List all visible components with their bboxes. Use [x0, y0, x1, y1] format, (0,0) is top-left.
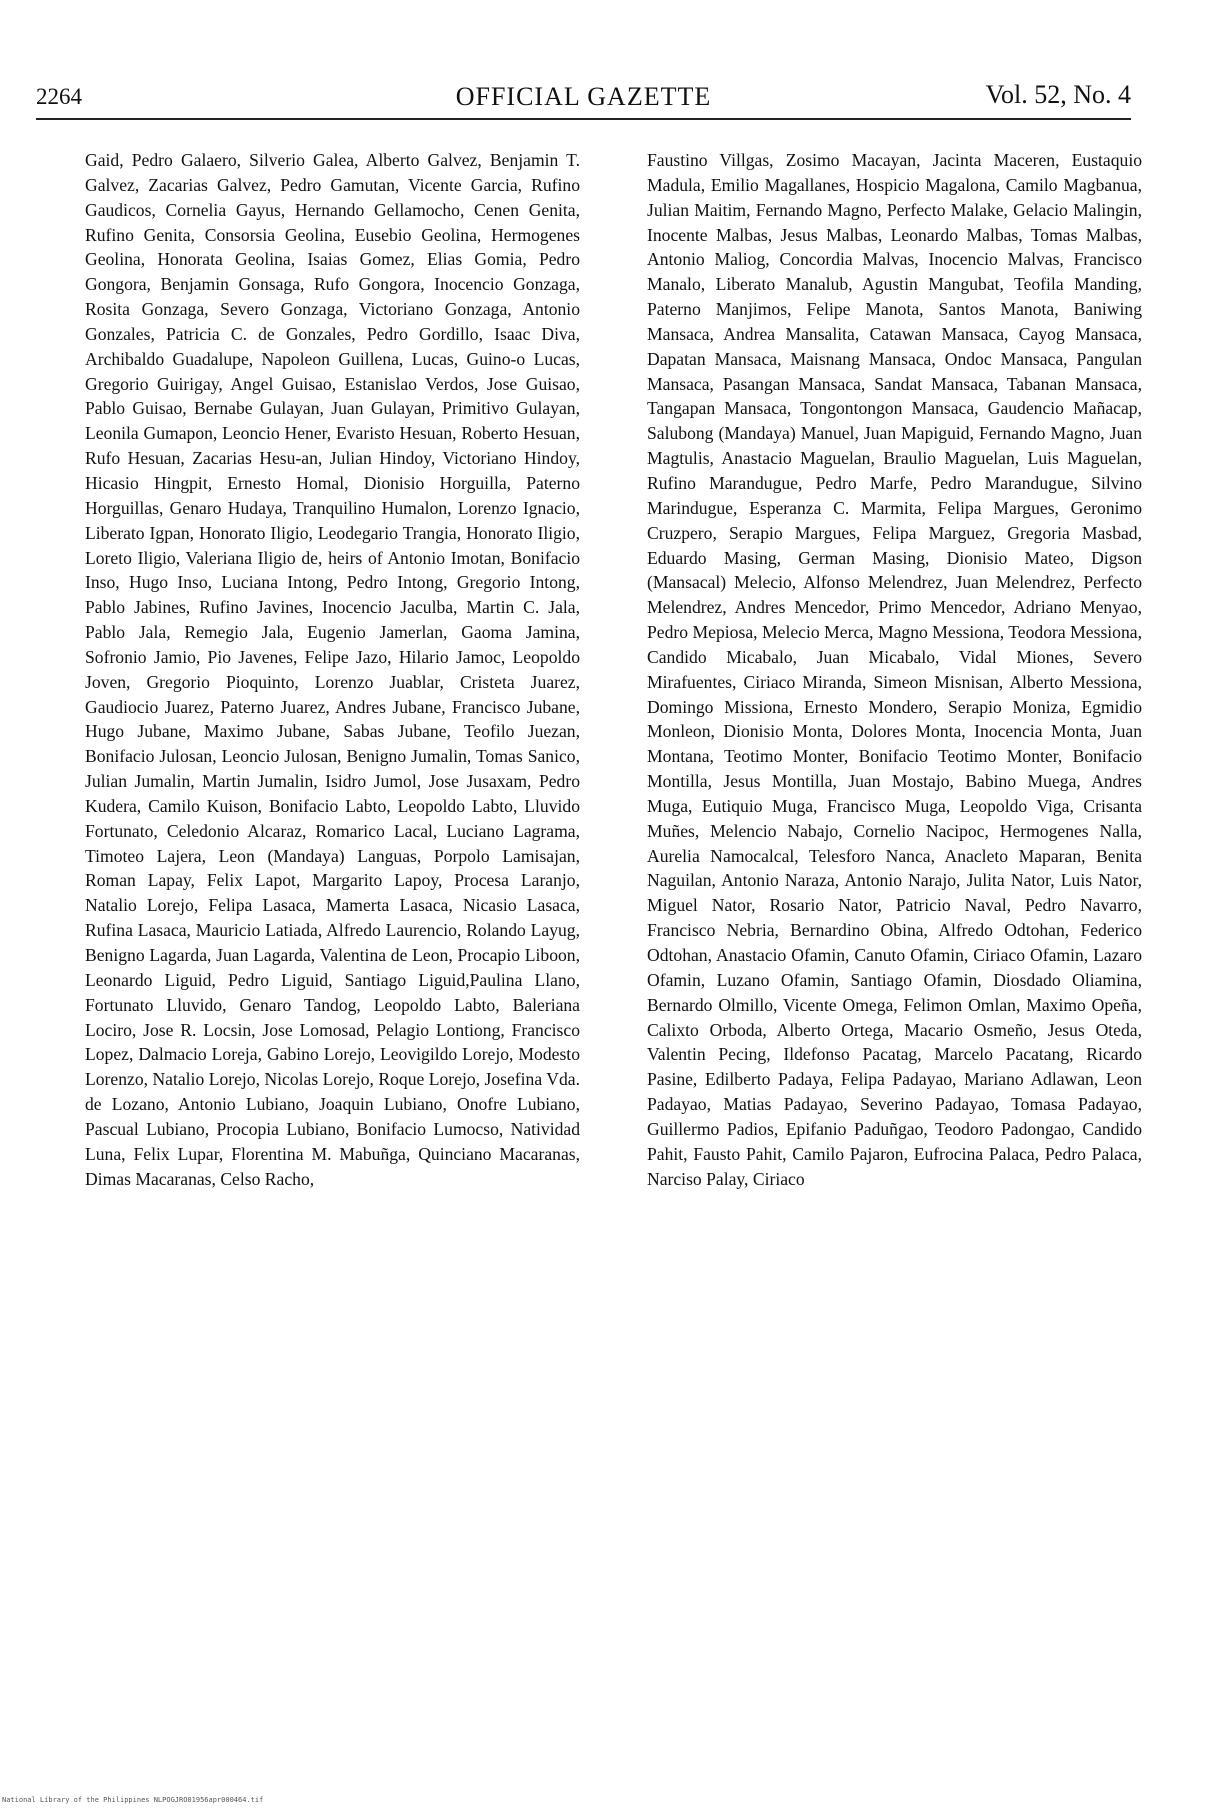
page-number: 2264: [36, 84, 82, 109]
scan-footer-note: National Library of the Philippines NLPOGJRO01956apr000464.tif: [2, 1796, 264, 1804]
header-rule: [36, 118, 1131, 120]
left-column-text: Gaid, Pedro Galaero, Silverio Galea, Alberto Galvez, Benjamin T. Galvez, Zacarias Galvez, Pedro Gamutan, Vicente Garcia, Rufino Gaudicos, Cornelia Gayus, Hernando Gellamocho, Cenen Genita, Rufino Genita, Consorsia Geolina, Eusebio Geolina, Hermogenes Geolina, Honorata Geolina, Isaias Gomez, Elias Gomia, Pedro Gongora, Benjamin Gonsaga, Rufo Gongora, Inocencio Gonzaga, Rosita Gonzaga, Severo Gonzaga, Victoriano Gonzaga, Antonio Gonzales, Patricia C. de Gonzales, Pedro Gordillo, Isaac Diva, Archibaldo Guadalupe, Napoleon Guillena, Lucas, Guino-o Lucas, Gregorio Guirigay, Angel Guisao, Estanislao Verdos, Jose Guisao, Pablo Guisao, Bernabe Gulayan, Juan Gulayan, Primitivo Gulayan, Leonila Gumapon, Leoncio Hener, Evaristo Hesuan, Roberto Hesuan, Rufo Hesuan, Zacarias Hesu-an, Julian Hindoy, Victoriano Hindoy, Hicasio Hingpit, Ernesto Homal, Dionisio Horguilla, Paterno Horguillas, Genaro Hudaya, Tranquilino Humalon, Lorenzo Ignacio, Liberato Igpan, Honorato Iligio, Leodegario Trangia, Honorato Iligio, Loreto Iligio, Valeriana Iligio de, heirs of Antonio Imotan, Bonifacio Inso, Hugo Inso, Luciana Intong, Pedro Intong, Gregorio Intong, Pablo Jabines, Rufino Javines, Inocencio Jaculba, Martin C. Jala, Pablo Jala, Remegio Jala, Eugenio Jamerlan, Gaoma Jamina, Sofronio Jamio, Pio Javenes, Felipe Jazo, Hilario Jamoc, Leopoldo Joven, Gregorio Pioquinto, Lorenzo Juablar, Cristeta Juarez, Gaudiocio Juarez, Paterno Juarez, Andres Jubane, Francisco Jubane, Hugo Jubane, Maximo Jubane, Sabas Jubane, Teofilo Juezan, Bonifacio Julosan, Leoncio Julosan, Benigno Jumalin, Tomas Sanico, Julian Jumalin, Martin Jumalin, Isidro Jumol, Jose Jusaxam, Pedro Kudera, Camilo Kuison, Bonifacio Labto, Leopoldo Labto, Lluvido Fortunato, Celedonio Alcaraz, Romarico Lacal, Luciano Lagrama, Timoteo Lajera, Leon (Mandaya) Languas, Porpolo Lamisajan, Roman Lapay, Felix Lapot, Margarito Lapoy, Procesa Laranjo, Natalio Lorejo, Felipa Lasaca, Mamerta Lasaca, Nicasio Lasaca, Rufina Lasaca, Mauricio Latiada, Alfredo Laurencio, Rolando Layug, Benigno Lagarda, Juan Lagarda, Valentina de Leon, Procapio Liboon, Leonardo Liguid, Pedro Liguid, Santiago Liguid,Paulina Llano, Fortunato Lluvido, Genaro Tandog, Leopoldo Labto, Baleriana Lociro, Jose R. Locsin, Jose Lomosad, Pelagio Lontiong, Francisco Lopez, Dalmacio Loreja, Gabino Lorejo, Leovigildo Lorejo, Modesto Lorenzo, Natalio Lorejo, Nicolas Lorejo, Roque Lorejo, Josefina Vda. de Lozano, Antonio Lubiano, Joaquin Lubiano, Onofre Lubiano, Pascual Lubiano, Procopia Lubiano, Bonifacio Lumocso, Natividad Luna, Felix Lupar, Florentina M. Mabuñga, Quinciano Macaranas, Dimas Macaranas, Celso Racho,: [85, 150, 580, 1189]
right-column-text: Faustino Villgas, Zosimo Macayan, Jacinta Maceren, Eustaquio Madula, Emilio Magallanes, Hospicio Magalona, Camilo Magbanua, Julian Maitim, Fernando Magno, Perfecto Malake, Gelacio Malingin, Inocente Malbas, Jesus Malbas, Leonardo Malbas, Tomas Malbas, Antonio Maliog, Concordia Malvas, Inocencio Malvas, Francisco Manalo, Liberato Manalub, Agustin Mangubat, Teofila Manding, Paterno Manjimos, Felipe Manota, Santos Manota, Baniwing Mansaca, Andrea Mansalita, Catawan Mansaca, Cayog Mansaca, Dapatan Mansaca, Maisnang Mansaca, Ondoc Mansaca, Pangulan Mansaca, Pasangan Mansaca, Sandat Mansaca, Tabanan Mansaca, Tangapan Mansaca, Tongontongon Mansaca, Gaudencio Mañacap, Salubong (Mandaya) Manuel, Juan Mapiguid, Fernando Magno, Juan Magtulis, Anastacio Maguelan, Braulio Maguelan, Luis Maguelan, Rufino Marandugue, Pedro Marfe, Pedro Marandugue, Silvino Marindugue, Esperanza C. Marmita, Felipa Margues, Geronimo Cruzpero, Serapio Margues, Felipa Marguez, Gregoria Masbad, Eduardo Masing, German Masing, Dionisio Mateo, Digson (Mansacal) Melecio, Alfonso Melendrez, Juan Melendrez, Perfecto Melendrez, Andres Mencedor, Primo Mencedor, Adriano Menyao, Pedro Mepiosa, Melecio Merca, Magno Messiona, Teodora Messiona, Candido Micabalo, Juan Micabalo, Vidal Miones, Severo Mirafuentes, Ciriaco Miranda, Simeon Misnisan, Alberto Messiona, Domingo Missiona, Ernesto Mondero, Serapio Moniza, Egmidio Monleon, Dionisio Monta, Dolores Monta, Inocencia Monta, Juan Montana, Teotimo Monter, Bonifacio Teotimo Monter, Bonifacio Montilla, Jesus Montilla, Juan Mostajo, Babino Muega, Andres Muga, Eutiquio Muga, Francisco Muga, Leopoldo Viga, Crisanta Muñes, Melencio Nabajo, Cornelio Nacipoc, Hermogenes Nalla, Aurelia Namocalcal, Telesforo Nanca, Anacleto Maparan, Benita Naguilan, Antonio Naraza, Antonio Narajo, Julita Nator, Luis Nator, Miguel Nator, Rosario Nator, Patricio Naval, Pedro Navarro, Francisco Nebria, Bernardino Obina, Alfredo Odtohan, Federico Odtohan, Anastacio Ofamin, Canuto Ofamin, Ciriaco Ofamin, Lazaro Ofamin, Luzano Ofamin, Santiago Ofamin, Diosdado Oliamina, Bernardo Olmillo, Vicente Omega, Felimon Omlan, Maximo Opeña, Calixto Orboda, Alberto Ortega, Macario Osmeño, Jesus Oteda, Valentin Pecing, Ildefonso Pacatag, Marcelo Pacatang, Ricardo Pasine, Edilberto Padaya, Felipa Padayao, Mariano Adlawan, Leon Padayao, Matias Padayao, Severino Padayao, Tomasa Padayao, Guillermo Padios, Epifanio Paduñgao, Teodoro Padongao, Candido Pahit, Fausto Pahit, Camilo Pajaron, Eufrocina Palaca, Pedro Palaca, Narciso Palay, Ciriaco: [647, 150, 1142, 1189]
page-header: [36, 80, 1131, 116]
publication-title: OFFICIAL GAZETTE: [455, 82, 712, 111]
issue-label: Vol. 52, No. 4: [985, 80, 1131, 109]
